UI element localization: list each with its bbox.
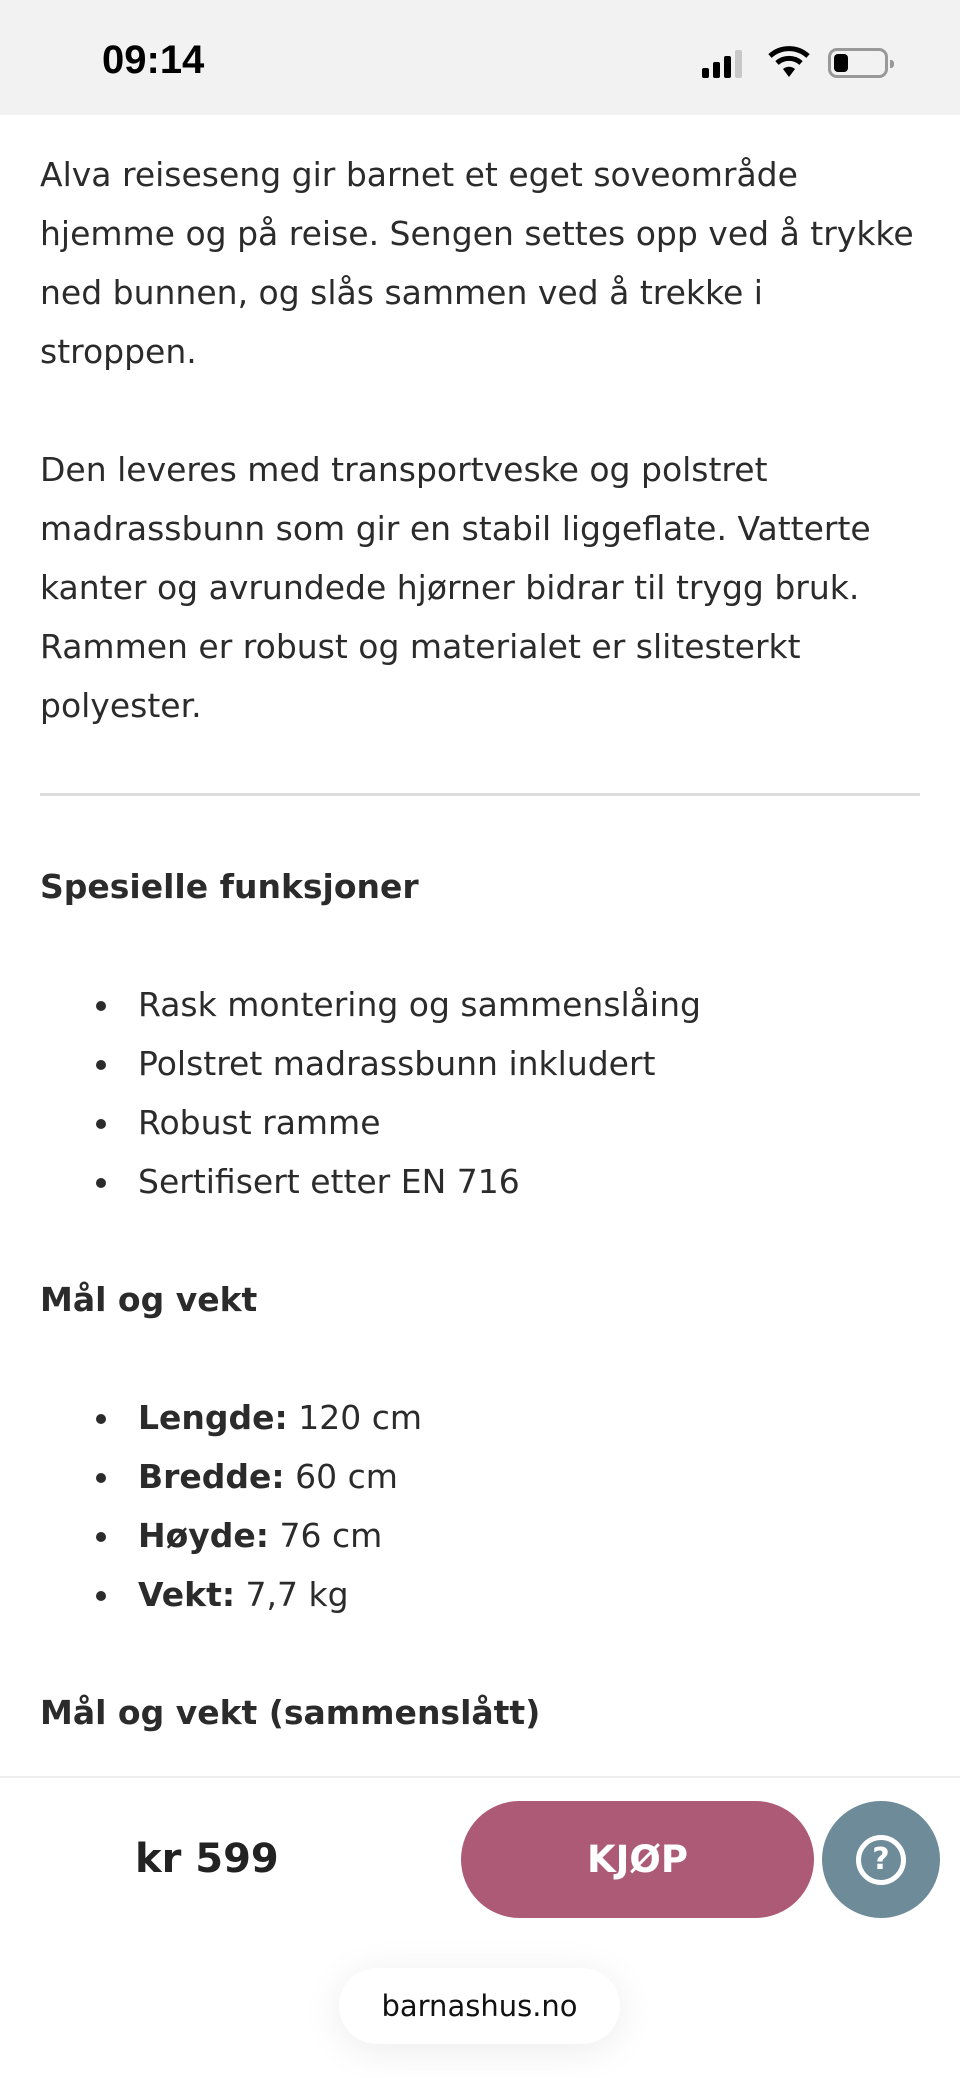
cellular-signal-icon [702,48,742,78]
purchase-bar [0,1776,960,2078]
list-item: Rask montering og sammenslåing [40,975,920,1034]
url-text: barnashus.no [381,1989,578,2023]
wifi-icon [768,44,810,78]
status-time: 09:14 [102,38,205,82]
battery-icon [828,48,888,78]
product-description [40,145,920,1801]
list-item: Sertifisert etter EN 716 [40,1152,920,1211]
spec-value: 120 cm [287,1398,422,1437]
features-heading: Spesielle funksjoner [40,867,419,906]
dimensions-folded-heading: Mål og vekt (sammenslått) [40,1693,541,1732]
list-item [40,1388,920,1447]
list-item [40,1565,920,1624]
list-item [40,1506,920,1565]
spec-value: 76 cm [269,1516,383,1555]
help-button[interactable] [822,1801,940,1918]
url-bar[interactable] [339,1968,620,2044]
description-paragraph: Alva reiseseng gir barnet et eget soveområde hjemme og på reise. Sengen settes opp ved å trykke ned bunnen, og slås sammen ved å trekke i stroppen. [40,155,914,371]
buy-button[interactable]: KJØP [461,1801,814,1918]
description-paragraph: Den leveres med transportveske og polstret madrassbunn som gir en stabil liggeflate. Vatterte kanter og avrundede hjørner bidrar til trygg bruk. Rammen er robust og materialet er slitesterkt polyester. [40,450,871,725]
dimensions-heading: Mål og vekt [40,1280,258,1319]
spec-label: Vekt: [138,1575,236,1614]
price: kr 599 [135,1836,279,1882]
list-item: Robust ramme [40,1093,920,1152]
list-item [40,1447,920,1506]
spec-label: Bredde: [138,1457,285,1496]
spec-value: 7,7 kg [235,1575,349,1614]
features-list [40,975,920,1211]
list-item: Polstret madrassbunn inkludert [40,1034,920,1093]
divider [40,793,920,796]
spec-value: 60 cm [284,1457,398,1496]
spec-label: Lengde: [138,1398,288,1437]
status-bar [0,0,960,115]
spec-label: Høyde: [138,1516,270,1555]
dimensions-list [40,1388,920,1624]
question-icon: ? [856,1835,906,1885]
